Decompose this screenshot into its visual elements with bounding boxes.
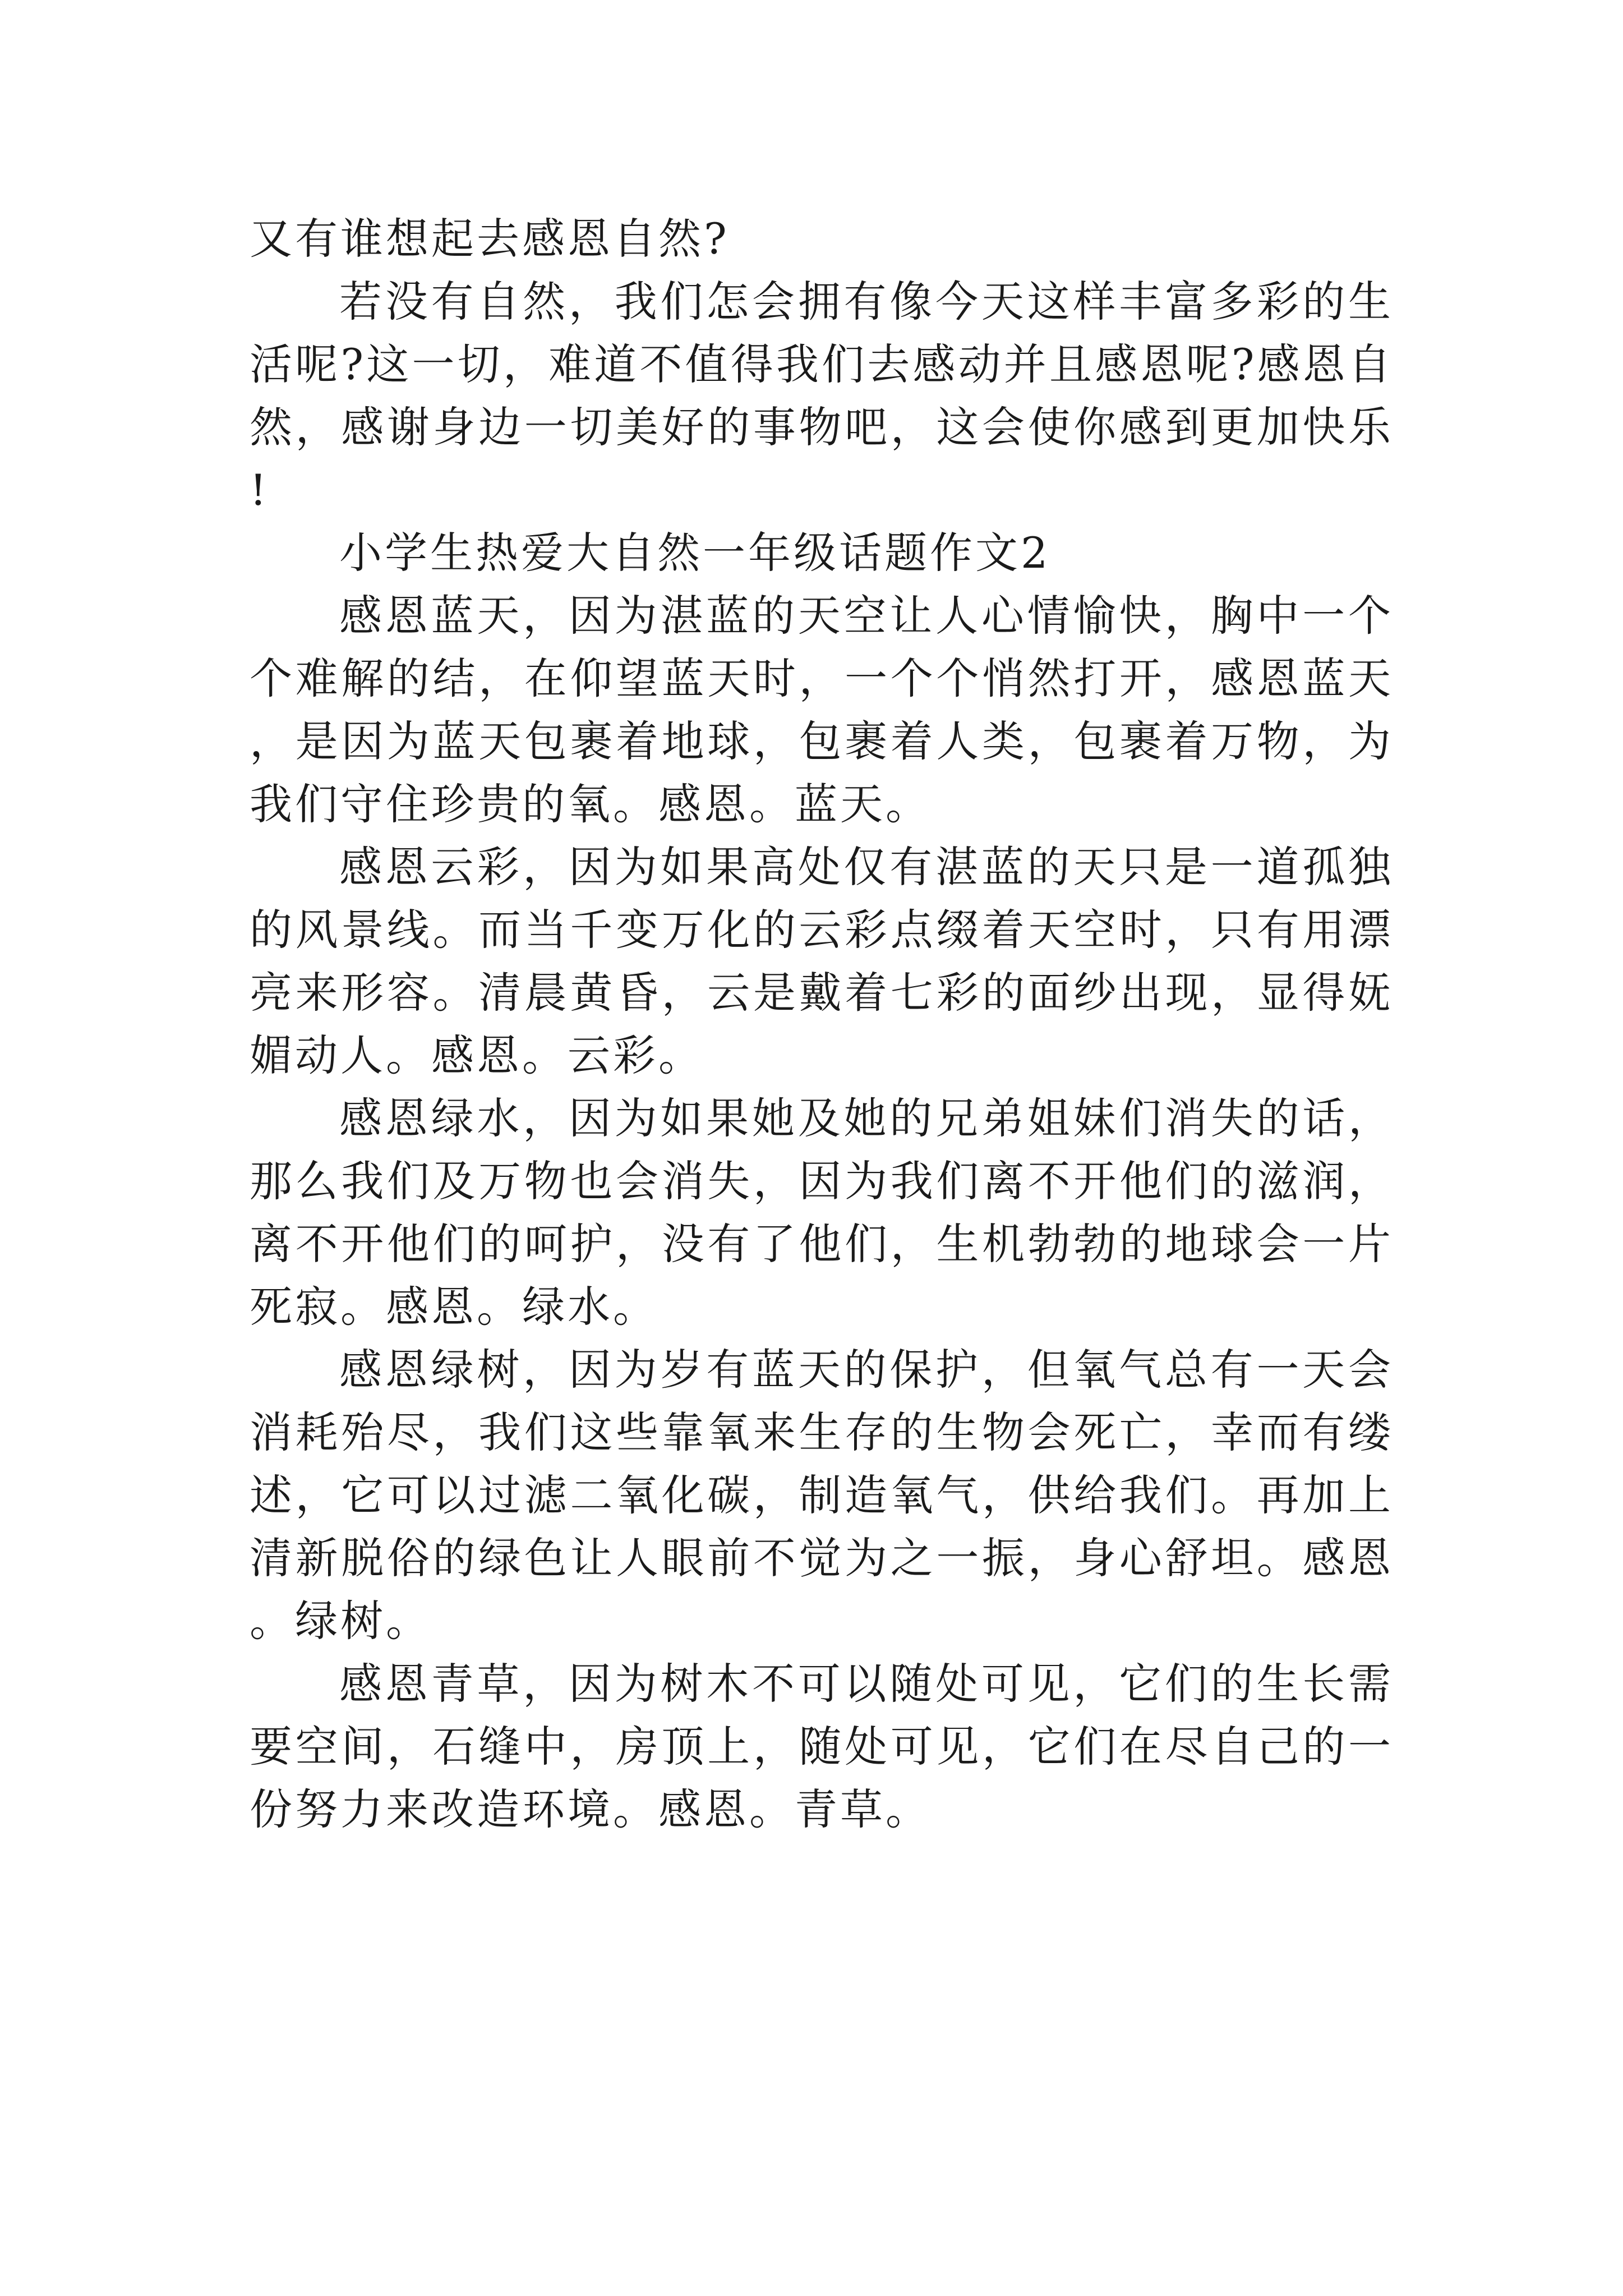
paragraph-green-trees: 感恩绿树，因为岁有蓝天的保护，但氧气总有一天会消耗殆尽，我们这些靠氧来生存的生物会死亡，幸而有缕述，它可以过滤二氧化碳，制造氧气，供给我们。再加上清新脱俗的绿色让人眼前不觉为之一振，身心舒坦。感恩。绿树。 [250, 1345, 1394, 1646]
paragraph-thank-nature: 若没有自然，我们怎会拥有像今天这样丰富多彩的生活呢?这一切，难道不值得我们去感动并且感恩呢?感恩自然，感谢身边一切美好的事物吧，这会使你感到更加快乐! [250, 277, 1394, 515]
paragraph-green-water: 感恩绿水，因为如果她及她的兄弟姐妹们消失的话，那么我们及万物也会消失，因为我们离不开他们的滋润，离不开他们的呵护，没有了他们，生机勃勃的地球会一片死寂。感恩。绿水。 [250, 1093, 1394, 1332]
paragraph-green-grass: 感恩青草，因为树木不可以随处可见，它们的生长需要空间，石缝中，房顶上，随处可见，它们在尽自己的一份努力来改造环境。感恩。青草。 [250, 1659, 1394, 1834]
paragraph-continuation: 又有谁想起去感恩自然? [250, 214, 730, 264]
document-body [250, 208, 1394, 1841]
essay-heading: 小学生热爱大自然一年级话题作文2 [339, 528, 1051, 578]
paragraph-clouds: 感恩云彩，因为如果高处仅有湛蓝的天只是一道孤独的风景线。而当千变万化的云彩点缀着天空时，只有用漂亮来形容。清晨黄昏，云是戴着七彩的面纱出现，显得妩媚动人。感恩。云彩。 [250, 842, 1394, 1080]
paragraph-blue-sky: 感恩蓝天，因为湛蓝的天空让人心情愉快，胸中一个个难解的结，在仰望蓝天时，一个个悄然打开，感恩蓝天，是因为蓝天包裹着地球，包裹着人类，包裹着万物，为我们守住珍贵的氧。感恩。蓝天。 [250, 591, 1394, 829]
